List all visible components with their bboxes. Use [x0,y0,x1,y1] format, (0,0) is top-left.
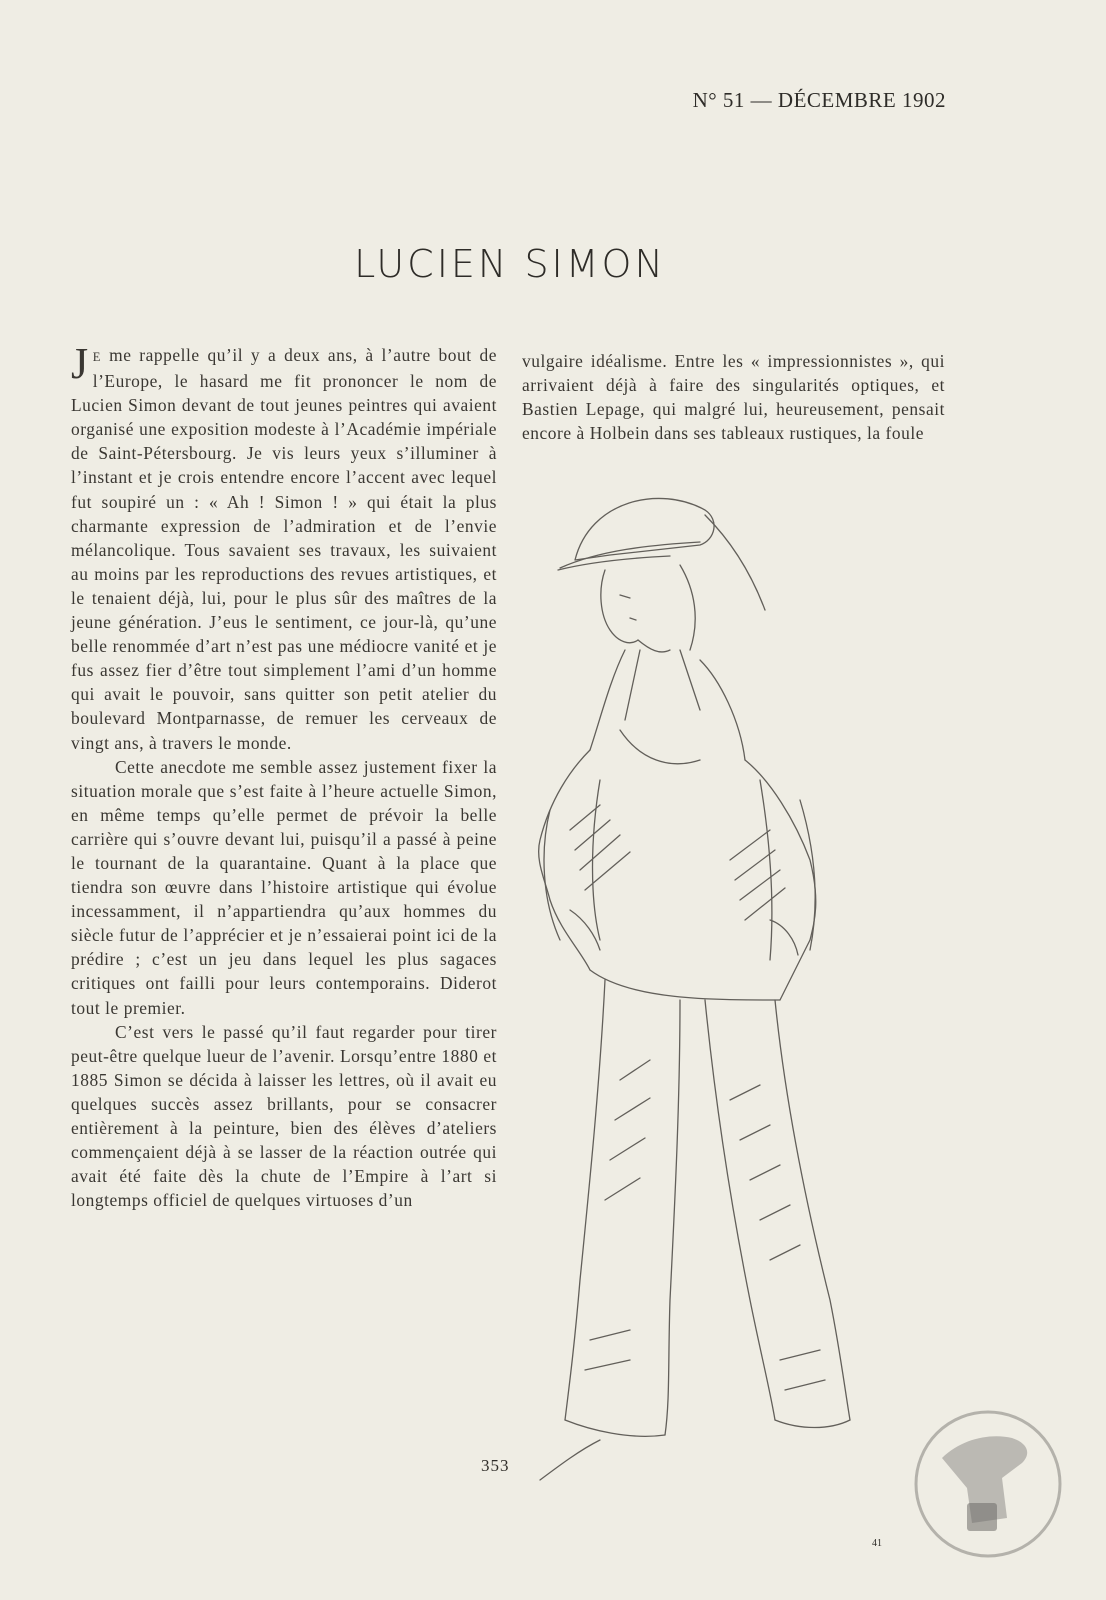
lead-small-caps: E [92,350,102,364]
paragraph-right-1: vulgaire idéalisme. Entre les « impressionnistes », qui arrivaient déjà à faire des singularités optiques, et Bastien Lepage, qui malgré lui, heureusement, pensait encore à Holbein dans ses tableaux rustiques, la foule [522,351,945,444]
standing-man-sketch [530,480,910,1520]
paragraph-1 [71,339,497,755]
text-column-right [522,349,945,445]
page-number: 353 [481,1456,510,1475]
watermark-hand-icon [912,1408,1064,1560]
figure-mark: 41 [872,1538,882,1549]
paragraph-3: C’est vers le passé qu’il faut regarder pour tirer peut-être quelque lueur de l’avenir. Lorsqu’entre 1880 et 1885 Simon se décida à laisser les lettres, où il avait eu quelques succès assez brillants, pour se consacrer entièrement à la peinture, bien des élèves d’ateliers commençaient déjà à se lasser de la réaction outrée qui avait été faite dès la chute de l’Empire à l’art si longtemps officiel de quelques virtuoses d’un [71,1021,497,1211]
drop-cap: J [71,339,89,388]
paragraph-1-text: me rappelle qu’il y a deux ans, à l’autre bout de l’Europe, le hasard me fit prononcer le nom de Lucien Simon devant de tout jeunes peintres qui avaient organisé une exposition modeste à l’Académie impériale de Saint-Pétersbourg. Je vis leurs yeux s’illuminer à l’instant et je crois entendre encore l’accent avec lequel fut soupiré un : « Ah ! Simon ! » qui était la plus charmante expression de l’admiration et de l’envie mélancolique. Tous savaient ses travaux, les suivaient au moins par les reproductions des revues artistiques, et le tenaient déjà, lui, pour le plus sûr des maîtres de la jeune génération. J’eus le sentiment, ce jour-là, qu’une belle renommée d’art n’est pas une médiocre vanité et je fus assez fier d’être tout simplement l’ami d’un homme qui avait le pouvoir, sans quitter son petit atelier du boulevard Montparnasse, de remuer les cerveaux de vingt ans, à travers le monde. [71,345,497,753]
text-column-left [71,339,497,1212]
issue-header: N° 51 — DÉCEMBRE 1902 [692,88,946,112]
paragraph-2: Cette anecdote me semble assez justement fixer la situation morale que s’est faite à l’heure actuelle Simon, en même temps qu’elle permet de prévoir la belle carrière qui s’ouvre devant lui, puisqu’il a passé à peine le tournant de la quarantaine. Quant à la place que tiendra son œuvre dans l’histoire artistique qui évolue incessamment, il n’appartiendra qu’aux hommes du siècle futur de l’apprécier et je n’essaierai point ici de la prédire ; c’est un jeu dans lequel les plus sagaces critiques ont failli pour leurs contemporains. Diderot tout le premier. [71,756,497,1018]
article-title: LUCIEN SIMON [354,242,666,286]
